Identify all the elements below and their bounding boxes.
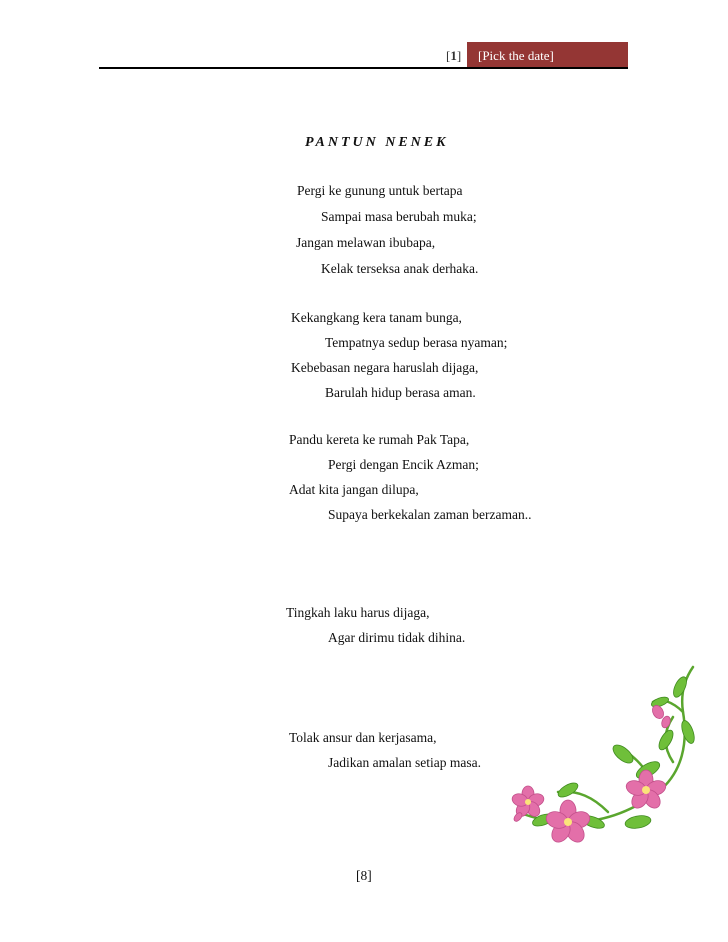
poem-line: Agar dirimu tidak dihina. xyxy=(328,630,466,645)
footer-page-label: [8] xyxy=(356,868,372,883)
page-number-value: 1 xyxy=(450,48,457,63)
poem-line: Jadikan amalan setiap masa. xyxy=(328,755,481,770)
poem-title: PANTUN NENEK xyxy=(305,135,449,150)
poem-line: Jangan melawan ibubapa, xyxy=(296,235,436,250)
header-date-field[interactable]: [Pick the date] xyxy=(467,42,628,69)
poem-line: Tingkah laku harus dijaga, xyxy=(286,605,430,620)
flower-decoration-icon xyxy=(488,662,698,852)
header-page-number: [1] xyxy=(446,48,462,63)
poem-line: Pergi ke gunung untuk bertapa xyxy=(297,183,463,198)
poem-line: Pandu kereta ke rumah Pak Tapa, xyxy=(289,432,470,447)
poem-line: Tempatnya sedup berasa nyaman; xyxy=(325,335,508,350)
poem-line: Kekangkang kera tanam bunga, xyxy=(291,310,462,325)
poem-line: Kebebasan negara haruslah dijaga, xyxy=(291,360,479,375)
poem-line: Kelak terseksa anak derhaka. xyxy=(321,261,479,276)
poem-line: Sampai masa berubah muka; xyxy=(321,209,477,224)
poem-line: Barulah hidup berasa aman. xyxy=(325,385,476,400)
poem-line: Adat kita jangan dilupa, xyxy=(289,482,419,497)
poem-line: Pergi dengan Encik Azman; xyxy=(328,457,479,472)
poem-line: Supaya berkekalan zaman berzaman.. xyxy=(328,507,532,522)
poem-line: Tolak ansur dan kerjasama, xyxy=(289,730,437,745)
header-divider xyxy=(99,67,628,69)
